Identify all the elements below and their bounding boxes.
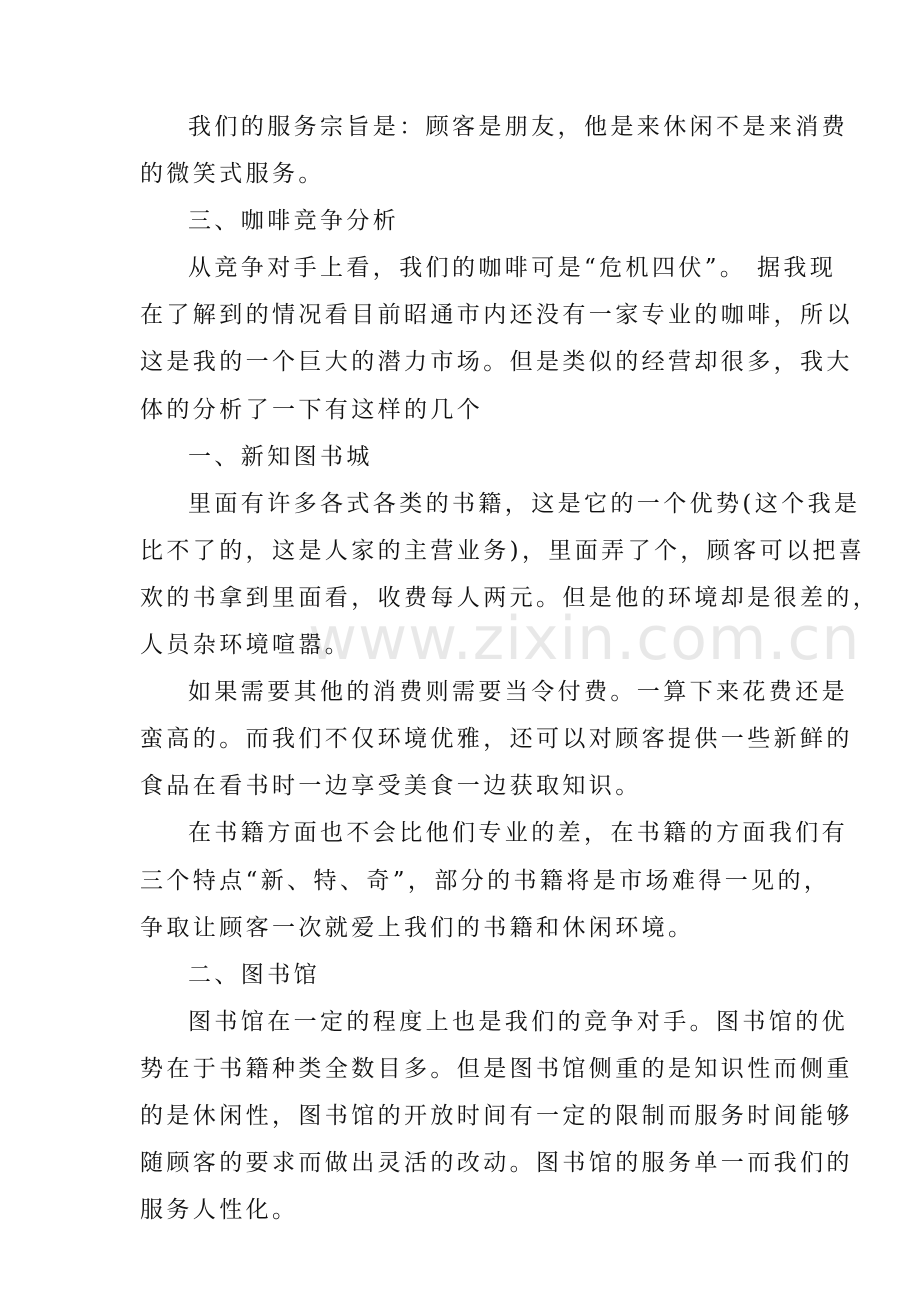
text-line: 这是我的一个巨大的潜力市场。但是类似的经营却很多，我大 xyxy=(140,349,853,376)
text-line: 体的分析了一下有这样的几个 xyxy=(140,396,484,423)
text-line: 蛮高的。而我们不仅环境优雅，还可以对顾客提供一些新鲜的 xyxy=(140,726,853,753)
text-line: 从竞争对手上看，我们的咖啡可是“危机四伏”。 据我现 xyxy=(188,255,837,282)
section-heading-xinzhi-bookstore: 一、新知图书城 xyxy=(188,443,373,470)
text-line: 服务人性化。 xyxy=(140,1197,299,1224)
section-heading-coffee-competition: 三、咖啡竞争分析 xyxy=(188,208,400,235)
text-line: 人员杂环境喧嚣。 xyxy=(140,632,352,659)
paragraph-bookstore-cost xyxy=(140,669,853,810)
text-line: 争取让顾客一次就爱上我们的书籍和休闲环境。 xyxy=(140,914,695,941)
text-line: 欢的书拿到里面看，收费每人两元。但是他的环境却是很差的， xyxy=(140,584,880,611)
text-line: 食品在看书时一边享受美食一边获取知识。 xyxy=(140,773,642,800)
text-line: 的是休闲性，图书馆的开放时间有一定的限制而服务时间能够 xyxy=(140,1102,853,1129)
text-line: 势在于书籍种类全数目多。但是图书馆侧重的是知识性而侧重 xyxy=(140,1055,853,1082)
text-line: 我们的服务宗旨是：顾客是朋友，他是来休闲不是来消费 xyxy=(188,114,848,140)
paragraph-competition-overview xyxy=(140,245,853,433)
section-heading-library: 二、图书馆 xyxy=(188,961,320,988)
paragraph-bookstore-description xyxy=(140,481,880,669)
text-line: 三个特点“新、特、奇”，部分的书籍将是市场难得一见的， xyxy=(140,867,831,894)
paragraph-library-comparison xyxy=(140,999,853,1234)
paragraph-service-motto xyxy=(140,104,848,198)
paragraph-book-features xyxy=(140,810,848,951)
watermark-text: www.zixin.com.cn xyxy=(308,604,861,674)
text-line: 图书馆在一定的程度上也是我们的竞争对手。图书馆的优 xyxy=(188,1008,848,1035)
text-line: 如果需要其他的消费则需要当令付费。一算下来花费还是 xyxy=(188,679,848,706)
text-line: 的微笑式服务。 xyxy=(140,161,325,188)
text-line: 在了解到的情况看目前昭通市内还没有一家专业的咖啡，所以 xyxy=(140,302,853,329)
text-line: 里面有许多各式各类的书籍，这是它的一个优势(这个我是 xyxy=(188,490,861,517)
text-line: 随顾客的要求而做出灵活的改动。图书馆的服务单一而我们的 xyxy=(140,1150,853,1177)
document-page xyxy=(140,104,880,1234)
text-line: 比不了的，这是人家的主营业务)，里面弄了个，顾客可以把喜 xyxy=(140,537,866,564)
text-line: 在书籍方面也不会比他们专业的差，在书籍的方面我们有 xyxy=(188,820,848,847)
